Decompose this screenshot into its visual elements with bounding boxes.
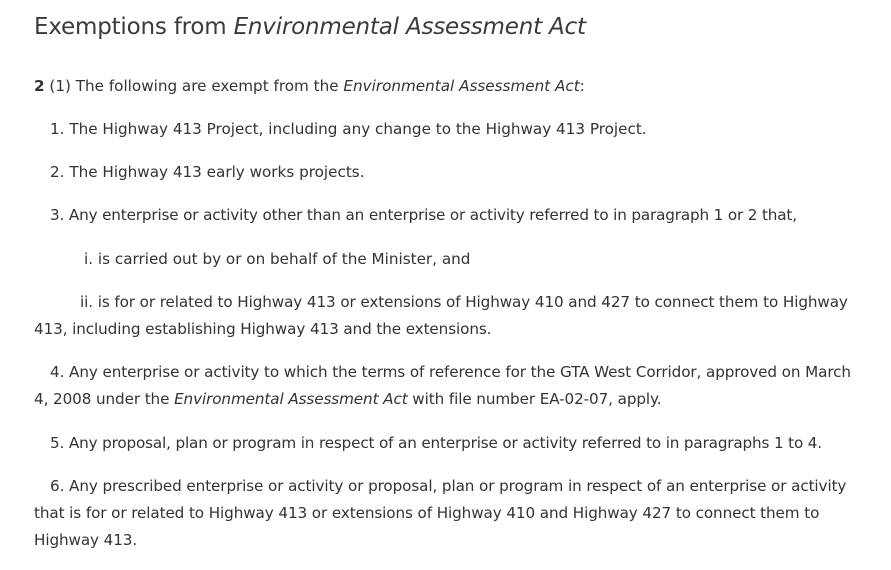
clause-text: is for or related to Highway 413 or extensions of Highway 410 and 427 to connect them to Highway 413, including establishing Highway 413 and the extensions. — [34, 293, 848, 338]
page-title — [34, 14, 586, 40]
title-text: Exemptions from — [34, 14, 234, 40]
paragraph-5 — [34, 430, 869, 457]
paragraph-text: The Highway 413 early works projects. — [64, 163, 365, 181]
paragraph-4 — [34, 359, 869, 413]
paragraph-text: Any enterprise or activity to which the terms of reference for the GTA West Corridor, approved on March 4, 2008 under the — [34, 363, 851, 408]
intro-act-name: Environmental Assessment Act — [343, 77, 580, 95]
paragraph-1 — [34, 116, 869, 143]
paragraph-number: 4. — [50, 363, 65, 381]
title-act-name: Environmental Assessment Act — [233, 14, 586, 40]
paragraph-number: 5. — [50, 434, 65, 452]
paragraph-text: The Highway 413 Project, including any change to the Highway 413 Project. — [64, 120, 647, 138]
paragraph-6 — [34, 473, 869, 554]
paragraph-2 — [34, 159, 869, 186]
paragraph-number: 2. — [50, 163, 65, 181]
intro-text: The following are exempt from the — [70, 77, 344, 95]
paragraph-3 — [34, 202, 869, 229]
section-intro — [34, 73, 869, 100]
clause-ii — [34, 289, 869, 343]
clause-number: i. — [84, 250, 94, 268]
paragraph-number: 6. — [50, 477, 65, 495]
paragraph-text: Any proposal, plan or program in respect of an enterprise or activity referred to in paragraphs 1 to 4. — [64, 434, 822, 452]
paragraph-number: 1. — [50, 120, 65, 138]
clause-number: ii. — [80, 293, 93, 311]
paragraph-text: Any prescribed enterprise or activity or proposal, plan or program in respect of an enterprise or activity that is for or related to Highway 413 or extensions of Highway 410 and Highway 427 to connect them to Highway 413. — [34, 477, 847, 549]
paragraph-act-name: Environmental Assessment Act — [174, 390, 408, 408]
subsection-number: (1) — [44, 77, 71, 95]
clause-i — [34, 246, 869, 273]
paragraph-number: 3. — [50, 206, 65, 224]
paragraph-text-end: with file number EA-02-07, apply. — [407, 390, 662, 408]
paragraph-text: Any enterprise or activity other than an enterprise or activity referred to in paragraph 1 or 2 that, — [64, 206, 797, 224]
clause-text: is carried out by or on behalf of the Minister, and — [93, 250, 471, 268]
section-number: 2 — [34, 77, 45, 95]
intro-suffix: : — [579, 77, 585, 95]
